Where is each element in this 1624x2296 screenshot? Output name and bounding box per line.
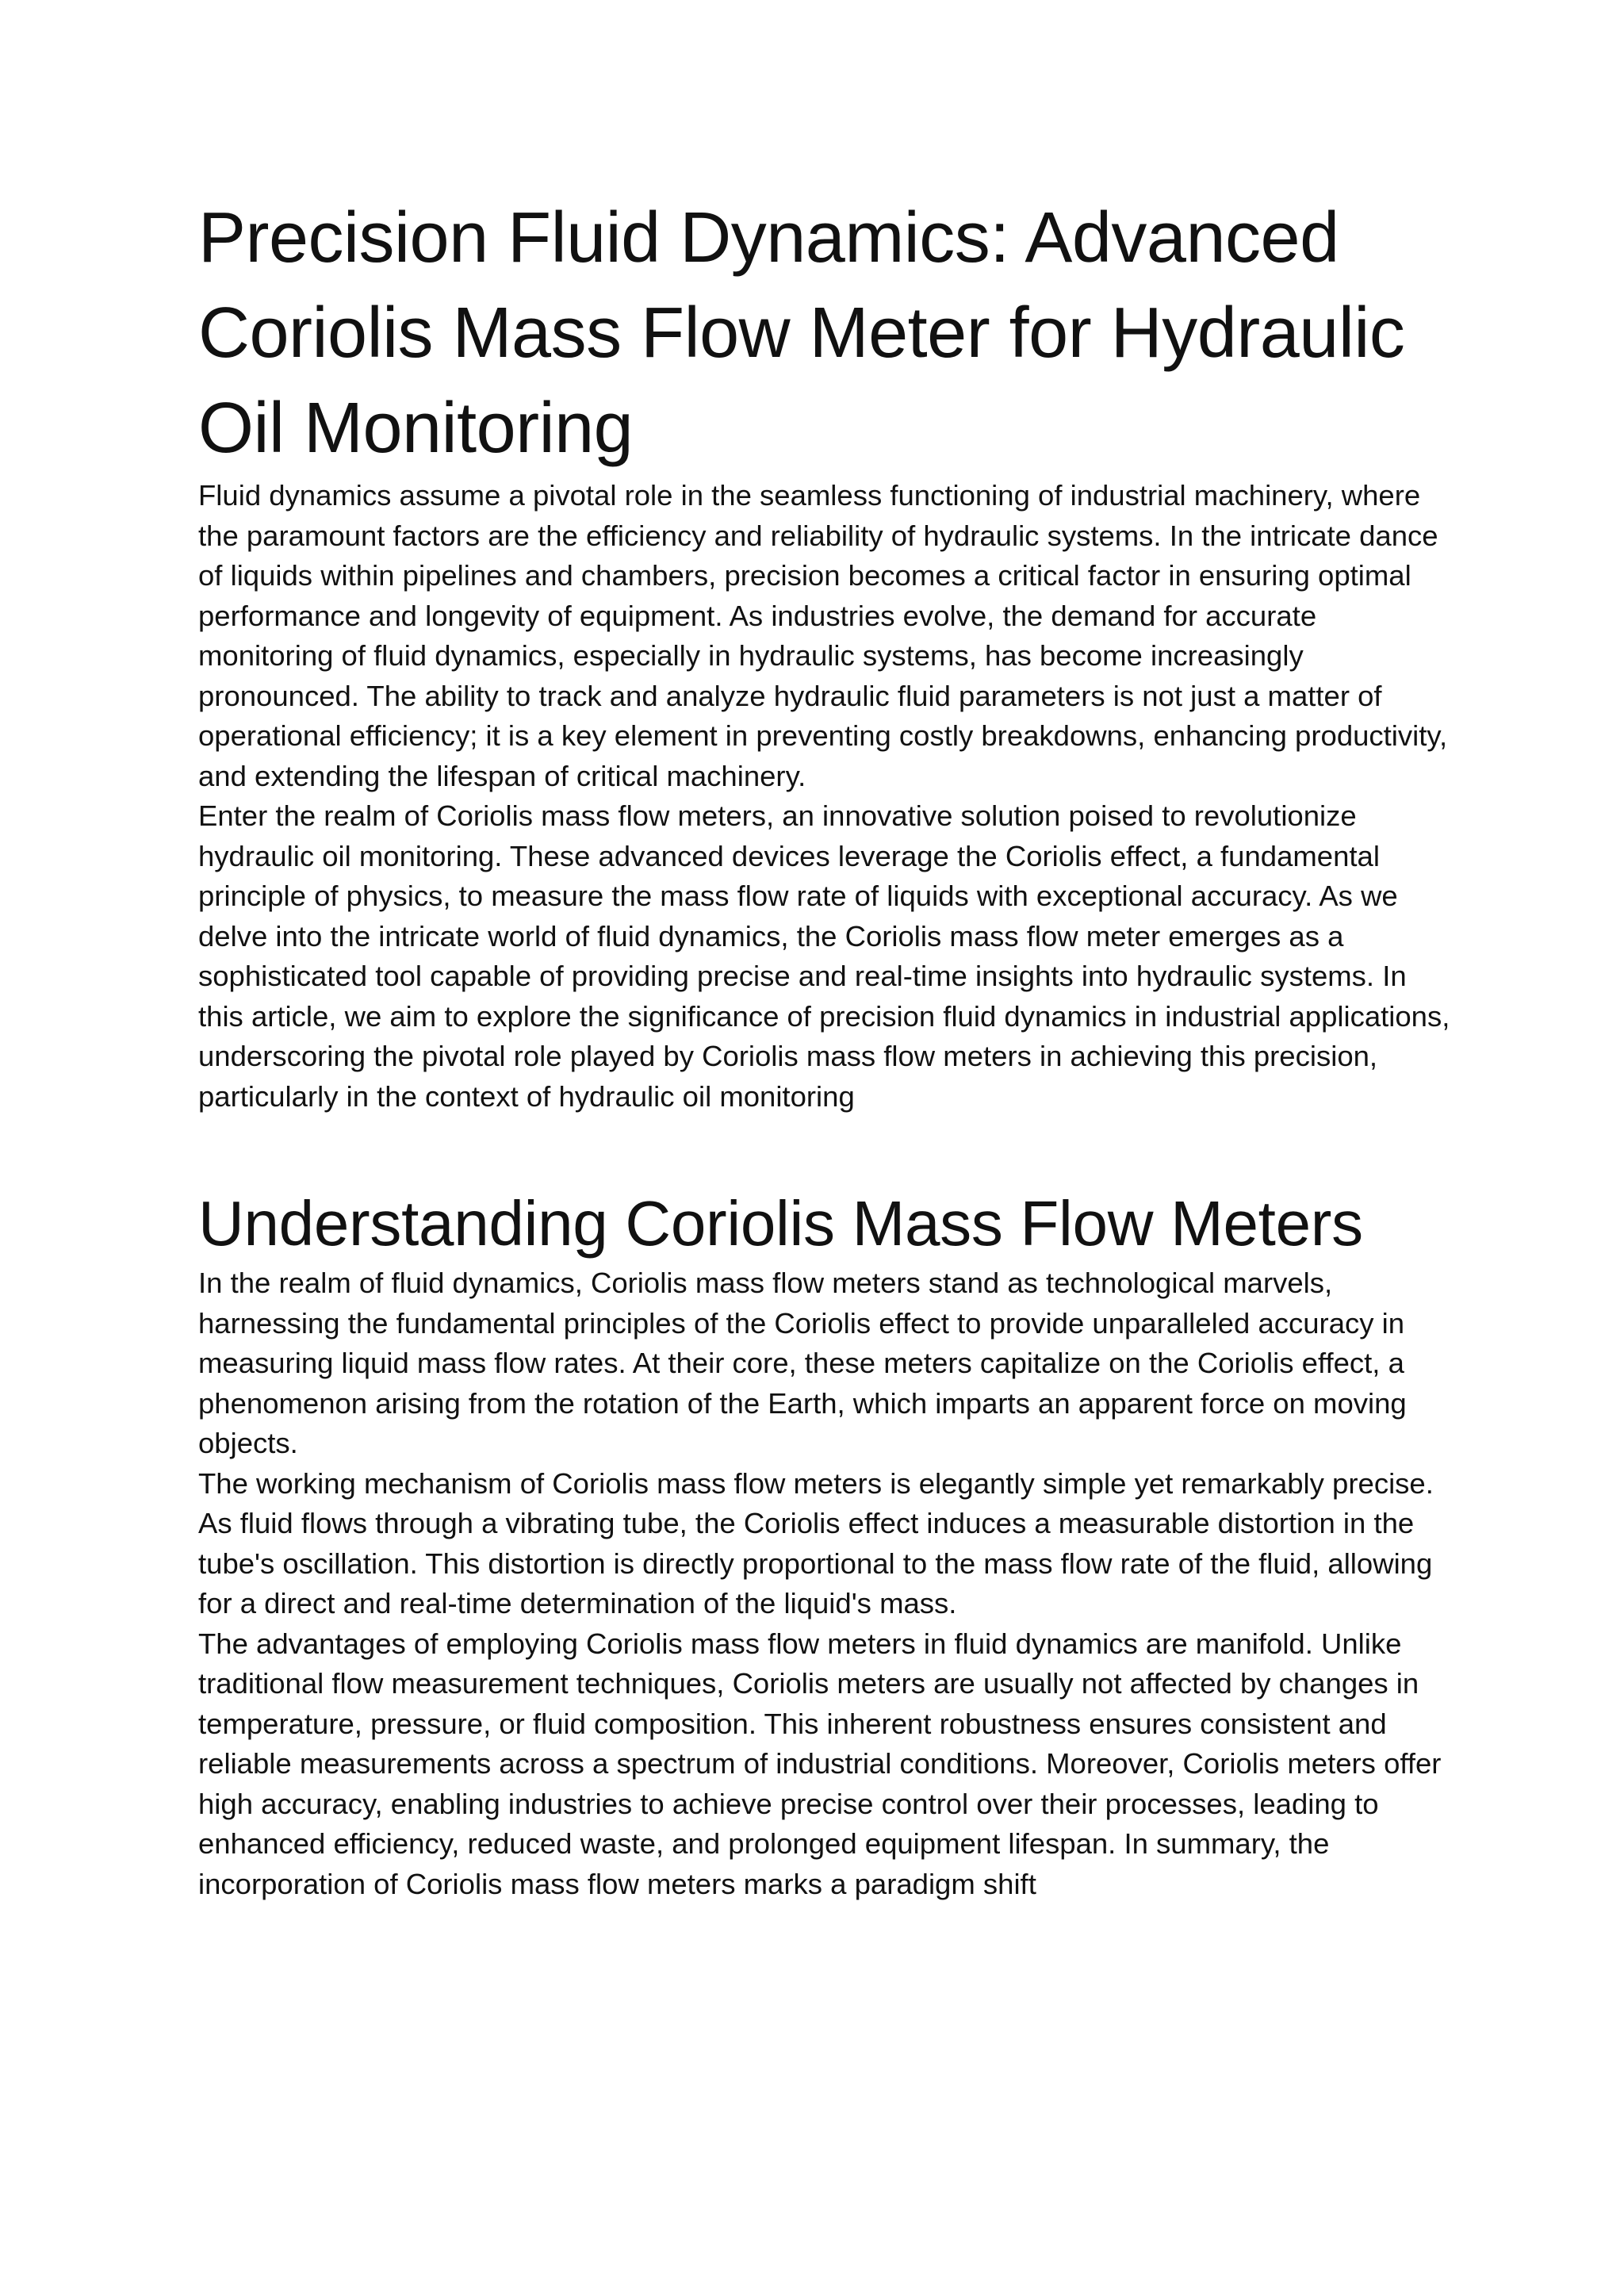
page-title: Precision Fluid Dynamics: Advanced Coriolis Mass Flow Meter for Hydraulic Oil Monitoring <box>198 198 1405 468</box>
section-heading: Understanding Coriolis Mass Flow Meters <box>198 1188 1363 1259</box>
document-content <box>198 190 1451 1904</box>
intro-paragraph-1: Fluid dynamics assume a pivotal role in the seamless functioning of industrial machinery, where the paramount factors are the efficiency and reliability of hydraulic systems. In the intricate dance of liquids within pipelines and chambers, precision becomes a critical factor in ensuring optimal performance and longevity of equipment. As industries evolve, the demand for accurate monitoring of fluid dynamics, especially in hydraulic systems, has become increasingly pronounced. The ability to track and analyze hydraulic fluid parameters is not just a matter of operational efficiency; it is a key element in preventing costly breakdowns, enhancing productivity, and extending the lifespan of critical machinery. <box>198 479 1448 792</box>
section-paragraph-3: The advantages of employing Coriolis mass flow meters in fluid dynamics are manifold. Unlike traditional flow measurement techniques, Coriolis meters are usually not affected by changes in temperature, pressure, or fluid composition. This inherent robustness ensures consistent and reliable measurements across a spectrum of industrial conditions. Moreover, Coriolis meters offer high accuracy, enabling industries to achieve precise control over their processes, leading to enhanced efficiency, reduced waste, and prolonged equipment lifespan. In summary, the incorporation of Coriolis mass flow meters marks a paradigm shift <box>198 1627 1442 1900</box>
section-paragraph-1: In the realm of fluid dynamics, Coriolis mass flow meters stand as technological marvels, harnessing the fundamental principles of the Coriolis effect to provide unparalleled accuracy in measuring liquid mass flow rates. At their core, these meters capitalize on the Coriolis effect, a phenomenon arising from the rotation of the Earth, which imparts an apparent force on moving objects. <box>198 1267 1407 1459</box>
intro-paragraph-2: Enter the realm of Coriolis mass flow meters, an innovative solution poised to revolutionize hydraulic oil monitoring. These advanced devices leverage the Coriolis effect, a fundamental principle of physics, to measure the mass flow rate of liquids with exceptional accuracy. As we delve into the intricate world of fluid dynamics, the Coriolis mass flow meter emerges as a sophisticated tool capable of providing precise and real-time insights into hydraulic systems. In this article, we aim to explore the significance of precision fluid dynamics in industrial applications, underscoring the pivotal role played by Coriolis mass flow meters in achieving this precision, particularly in the context of hydraulic oil monitoring <box>198 799 1450 1113</box>
section-paragraph-2: The working mechanism of Coriolis mass flow meters is elegantly simple yet remarkably precise. As fluid flows through a vibrating tube, the Coriolis effect induces a measurable distortion in the tube's oscillation. This distortion is directly proportional to the mass flow rate of the fluid, allowing for a direct and real-time determination of the liquid's mass. <box>198 1466 1434 1619</box>
